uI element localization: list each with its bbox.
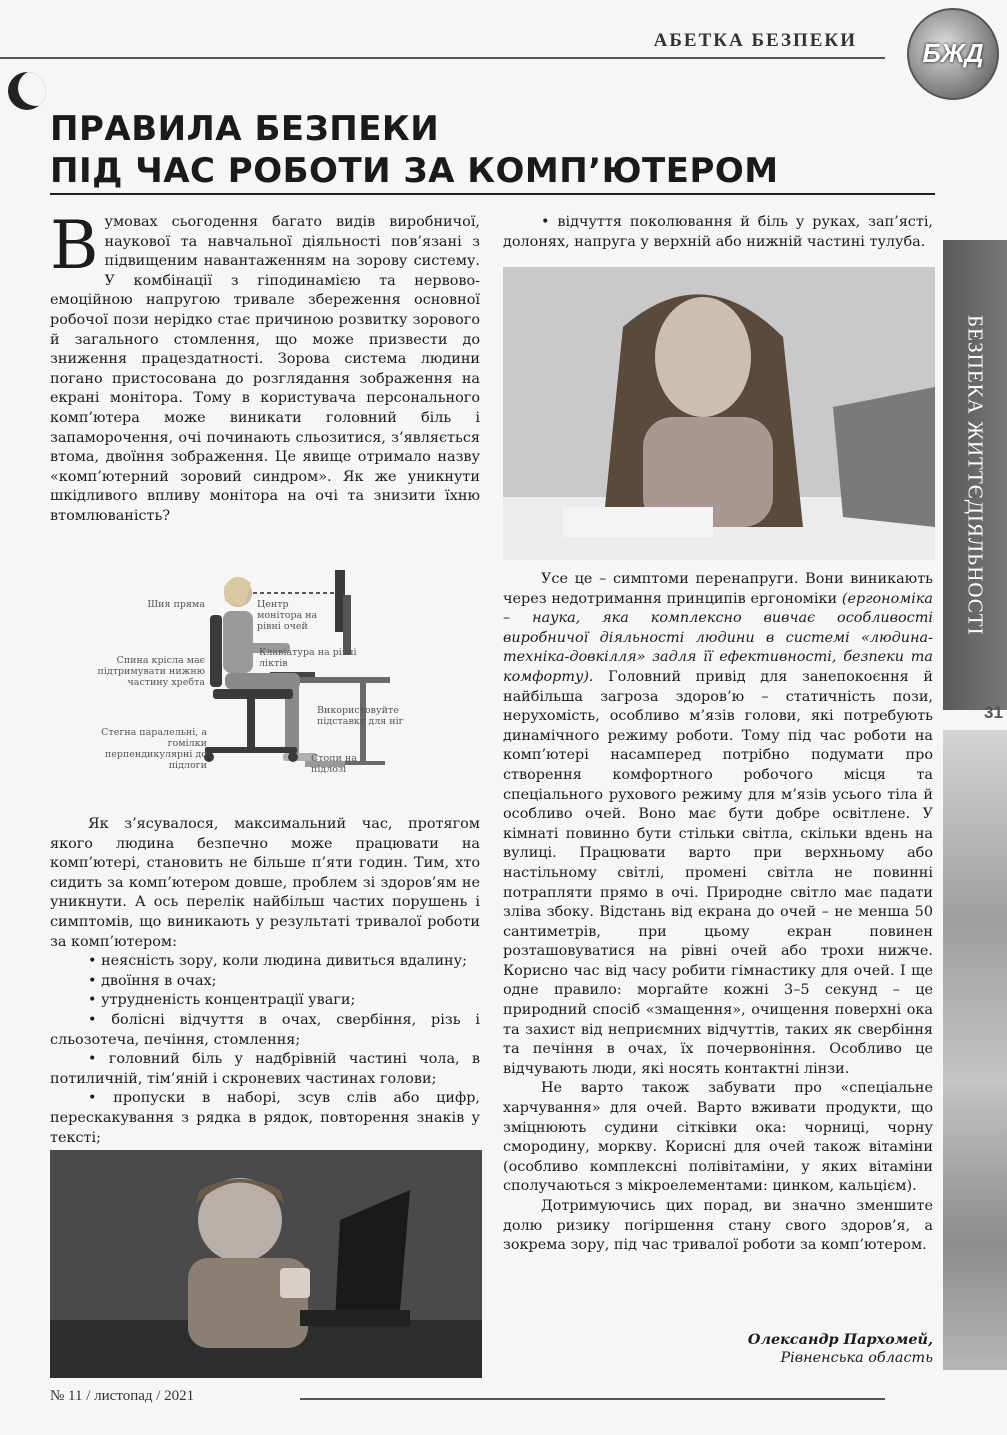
- boy-at-laptop-photo: [50, 1150, 482, 1378]
- label-neck: Шия пряма: [147, 599, 205, 610]
- intro-paragraph: [50, 207, 480, 527]
- article-title: [50, 108, 779, 192]
- label-keyboard: Клавіатура на рівні ліктів: [259, 647, 357, 669]
- title-line-1: ПРАВИЛА БЕЗПЕКИ: [50, 109, 440, 149]
- label-thighs: Стегна паралельні, а гомілки перпендикулярні до підлоги: [101, 727, 207, 771]
- ergonomics-paragraph: Усе це – симптоми перенапруги. Вони виникають через недотримання принципів ергономіки (ергономіка – наука, яка комплексно вивчає особливості виробничої діяльності людини в системі «людина-техніка-довкілля» задля її ефективності, безпеки та комфорту). Головний привід для занепокоєння й найбільша загроза здоров’ю – статичність пози, нерухомість, особливо м’язів голови, які потребують динамічного режиму роботи. Тому під час роботи на комп’ютері насамперед потрібно подумати про створення комфортного робочого місця та спеціального рухового режиму для м’язів усього тіла й особливо очей. Воно має бути добре освітлене. У кімнаті повинно бути стільки світла, скільки вдень на вулиці. Працювати варто при верхньому або настільному світлі, промені світла не повинні потрапляти прямо в очі. Природне світло має падати зліва збоку. Відстань від екрана до очей – не менша 50 сантиметрів, при цьому екран повинен розташовуватися на рівні очей або трохи нижче. Корисно час від часу робити гімнастику для очей. І ще одне правило: моргайте кожні 3–5 секунд – це природний спосіб «змащення», очищення поверхні ока та захист від неприємних відчуттів, таких як свербіння та печіння в очах, їх почервоніння. Особливо це відчувають люди, які носять контактні лінзи.: [503, 571, 933, 1077]
- ergonomics-definition: (ергономіка – наука, яка комплексно вивчає особливості виробничої діяльності людини в системі «людина-техніка-довкілля» задля її ефективності, безпеки та комфорту).: [503, 590, 933, 685]
- side-decoration-image: [943, 730, 1007, 1370]
- intro-text: умовах сьогодення багато видів виробничої, наукової та навчальної діяльності пов’язані з підвищеним навантаженням на зорову систему. У комбінації з гіподинамією та нервово-емоційною напругою тривале збереження основної робочої пози нерідко стає причиною розвитку зорового й загального стомлення, що може призвести до зниження працездатності. Зорова система людини погано пристосована до розглядання зображення на екрані монітора. Тому в користувача персонального комп’ютера може виникати головний біль і запаморочення, очі починають сльозитися, з’являється втома, двоїння зображення. Це явище отримало назву «комп’ютерний зоровий синдром». Як же уникнути шкідливого впливу монітора на очі та знизити їхню втомлюваність?: [50, 214, 480, 524]
- label-feet: Стопи на підлозі: [311, 753, 357, 775]
- section-title: АБЕТКА БЕЗПЕКИ: [653, 30, 857, 51]
- header-rule: [0, 57, 885, 59]
- bullet-item: • головний біль у надбрівній частині чола, в потиличній, тім’яній і скроневих частинах голови;: [50, 1051, 480, 1087]
- bzhd-logo: [907, 8, 999, 100]
- left-column-text: [50, 815, 480, 1148]
- author-signature: [503, 1330, 933, 1368]
- bullet-item: • відчуття поколювання й біль у руках, зап’ясті, долонях, напруга у верхній або нижній частині тулуба.: [503, 214, 933, 250]
- bullet-item: • двоїння в очах;: [88, 972, 217, 989]
- logo-text: БЖД: [922, 38, 984, 68]
- issue-info: № 11 / листопад / 2021: [50, 1388, 195, 1404]
- author-name: Олександр Пархомей,: [747, 1331, 933, 1348]
- right-column-text: [503, 570, 933, 1256]
- footer-rule: [300, 1398, 885, 1400]
- crescent-icon: [8, 72, 46, 110]
- side-band-label: БЕЗПЕКА ЖИТТЄДІЯЛЬНОСТІ: [963, 314, 988, 636]
- author-region: Рівненська область: [780, 1350, 933, 1366]
- bullet-item: • пропуски в наборі, зсув слів або цифр, перескакування з рядка в рядок, повторення знаків у тексті;: [50, 1090, 480, 1146]
- title-line-2: ПІД ЧАС РОБОТИ ЗА КОМП’ЮТЕРОМ: [50, 151, 779, 191]
- bullet-continued: [503, 213, 933, 252]
- title-rule: [50, 193, 935, 195]
- label-monitor-center: Центр монітора на рівні очей: [257, 599, 318, 632]
- bullet-item: • неясність зору, коли людина дивиться вдалину;: [88, 953, 467, 970]
- ergonomics-diagram: [95, 565, 420, 790]
- symptoms-intro: Як з’ясувалося, максимальний час, протягом якого людина безпечно може працювати на комп’ютері, становить не більше п’яти годин. Тим, хто сидить за комп’ютером довше, проблем зі здоров’ям не уникнути. А ось перелік найбільш частих порушень і симптомів, що виникають у результаті тривалої роботи за комп’ютером:: [50, 816, 480, 950]
- bullet-item: • утрудненість концентрації уваги;: [88, 992, 356, 1009]
- conclusion-paragraph: Дотримуючись цих порад, ви значно зменшите долю ризику погіршення стану свого здоров’я, а зокрема зору, під час тривалої роботи за комп’ютером.: [503, 1198, 933, 1254]
- label-footrest: Використовуйте підставку для ніг: [317, 705, 404, 727]
- bullet-item: • болісні відчуття в очах, свербіння, різь і сльозотеча, печіння, стомлення;: [50, 1011, 480, 1048]
- label-chair-back: Спина крісла має підтримувати нижню частину хребта: [97, 655, 205, 688]
- girl-with-laptop-photo: [503, 267, 935, 560]
- drop-cap: В: [50, 207, 99, 284]
- nutrition-paragraph: Не варто також забувати про «спеціальне харчування» для очей. Варто вживати продукти, що зміцнюють судини сітківки ока: чорниці, чорну смородину, моркву. Корисні для очей також вітаміни (особливо комплексні полівітаміни, у яких вітаміни сполучаються з мікроелементами: цинком, кальцієм).: [503, 1080, 933, 1195]
- page-number: 31: [984, 703, 1003, 722]
